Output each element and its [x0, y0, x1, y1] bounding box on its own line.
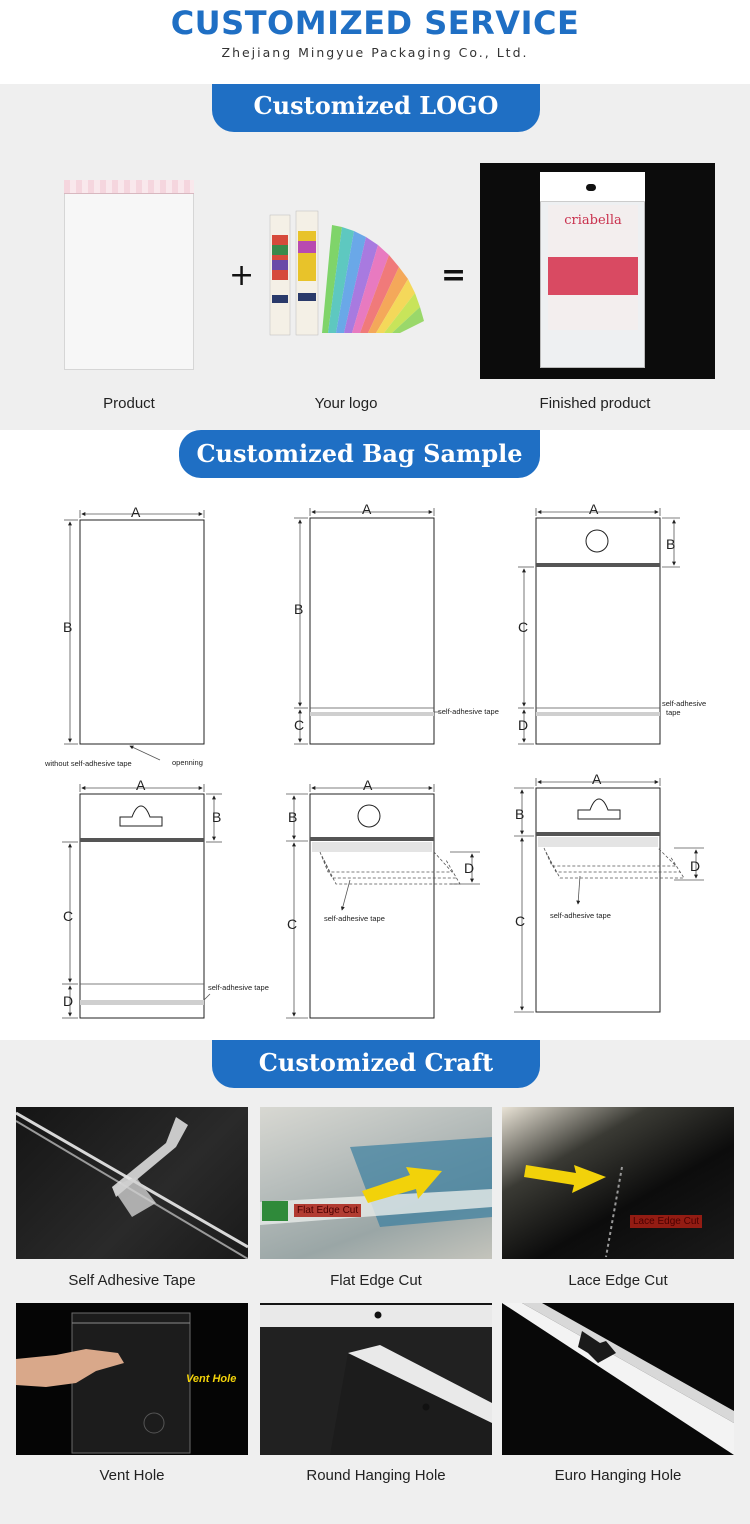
product-bag-image — [64, 180, 194, 370]
dim-c-label: C — [287, 916, 298, 932]
label-tape: tape — [666, 708, 681, 717]
page-title: CUSTOMIZED SERVICE — [170, 4, 580, 42]
caption-finished-product: Finished product — [539, 395, 651, 412]
dim-d-label: D — [518, 717, 529, 733]
dim-b-label: B — [288, 809, 298, 825]
round-hanging-hole-icon — [586, 184, 596, 191]
caption-euro-hanging-hole: Euro Hanging Hole — [554, 1467, 682, 1484]
dim-d-label: D — [63, 993, 74, 1009]
diagram-plain-bag — [44, 504, 204, 768]
caption-self-adhesive-tape: Self Adhesive Tape — [68, 1272, 196, 1289]
company-name: Zhejiang Mingyue Packaging Co., Ltd. — [221, 45, 529, 60]
round-hanging-hole-icon — [586, 530, 608, 552]
label-self-adhesive-tape: self-adhesive tape — [324, 914, 385, 923]
color-swatch-fan-image — [262, 205, 432, 345]
round-hanging-hole-icon — [358, 805, 380, 827]
dim-a-label: A — [589, 501, 599, 517]
dim-b-label: B — [515, 806, 525, 822]
diagram-euro-hole-flap-bag — [514, 771, 704, 1012]
dim-a-label: A — [131, 504, 141, 520]
diagram-euro-hole-bottom-tape-bag — [62, 777, 269, 1018]
caption-product: Product — [103, 395, 155, 412]
craft-photo-vent-hole — [16, 1303, 248, 1455]
product-bag-tape — [64, 180, 194, 194]
overlay-lace-edge-cut: Lace Edge Cut — [630, 1215, 702, 1228]
finished-brand-logo: criabella — [564, 213, 622, 228]
label-self-adhesive-tape: self-adhesive tape — [438, 707, 499, 716]
caption-vent-hole: Vent Hole — [99, 1467, 165, 1484]
craft-photo-round-hanging-hole — [260, 1303, 492, 1455]
dim-c-label: C — [294, 717, 305, 733]
section-tab-logo: Customized LOGO — [212, 84, 540, 132]
swatch-book-left — [270, 215, 290, 335]
dim-b-label: B — [294, 601, 304, 617]
dim-a-label: A — [362, 501, 372, 517]
dim-c-label: C — [515, 913, 526, 929]
euro-hanging-hole-icon — [578, 799, 620, 819]
section-tab-craft: Customized Craft — [212, 1040, 540, 1088]
dim-b-label: B — [666, 536, 676, 552]
dim-c-label: C — [518, 619, 529, 635]
diagram-round-hole-flap-bag — [286, 777, 480, 1018]
craft-photo-self-adhesive-tape — [16, 1107, 248, 1259]
dim-d-label: D — [464, 860, 475, 876]
caption-round-hanging-hole: Round Hanging Hole — [306, 1467, 446, 1484]
dim-d-label: D — [690, 858, 701, 874]
diagram-bottom-tape-bag — [294, 501, 499, 744]
overlay-vent-hole: Vent Hole — [186, 1373, 237, 1385]
caption-your-logo: Your logo — [314, 395, 378, 412]
finished-card-stripe — [548, 257, 638, 295]
dim-a-label: A — [363, 777, 373, 793]
dim-a-label: A — [136, 777, 146, 793]
label-self-adhesive-tape: self-adhesive tape — [550, 911, 611, 920]
craft-photo-flat-edge-cut — [260, 1107, 492, 1259]
overlay-flat-edge-cut: Flat Edge Cut — [294, 1204, 361, 1217]
section-tab-bag-sample: Customized Bag Sample — [179, 430, 540, 478]
bag-sample-diagrams — [0, 478, 750, 1038]
caption-lace-edge-cut: Lace Edge Cut — [568, 1272, 668, 1289]
craft-photo-euro-hanging-hole — [502, 1303, 734, 1455]
euro-hanging-hole-icon — [120, 806, 162, 826]
caption-flat-edge-cut: Flat Edge Cut — [330, 1272, 422, 1289]
swatch-fan-strips — [322, 225, 424, 333]
craft-photo-lace-edge-cut — [502, 1107, 734, 1259]
dim-c-label: C — [63, 908, 74, 924]
swatch-book-middle — [296, 211, 318, 335]
label-opening: openning — [172, 758, 203, 767]
dim-b-label: B — [63, 619, 73, 635]
plus-sign: + — [229, 258, 255, 293]
dim-b-label: B — [212, 809, 222, 825]
dim-a-label: A — [592, 771, 602, 787]
label-self-adhesive-tape: self-adhesive tape — [208, 983, 269, 992]
label-without-tape: without self-adhesive tape — [45, 759, 132, 768]
diagram-round-hole-bag — [518, 501, 706, 744]
label-self-adhesive: self-adhesive — [662, 699, 707, 708]
equals-sign: = — [441, 258, 467, 293]
